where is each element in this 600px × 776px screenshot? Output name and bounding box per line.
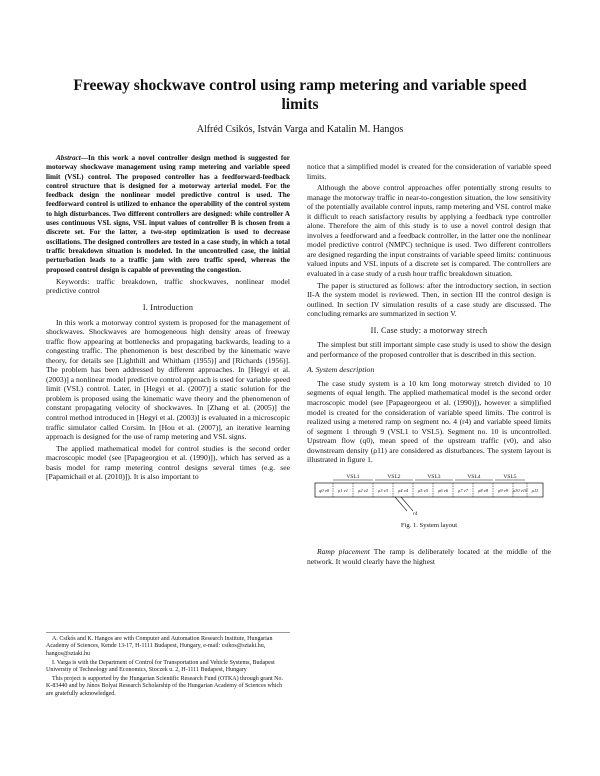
section-heading-introduction: I. Introduction — [142, 302, 194, 312]
subsection-heading-system-description: A. System description — [307, 365, 375, 375]
segment-label: q0 v0 — [318, 487, 330, 493]
left-column — [46, 154, 290, 484]
intro-paragraph-2: The applied mathematical model for control studies is the second order macroscopic model (see [Papageorgiou et al. (1990)]), which has served as a basis model for ramp metering control designs several times (e.g. see [Papamichail et al. (2010)]). It is also important to — [46, 443, 290, 482]
keywords: Keywords: traffic breakdown, traffic shockwaves, nonlinear model predictive control — [46, 276, 290, 296]
footnote-authors: A. Csikós and K. Hangos are with Computer and Automation Research Institute, Hungarian Academy of Sciences, Kende 13-17, H-1111 Budapest, Hungary, e-mail: csikos@sztaki.hu, hangos@sztaki.hu — [46, 636, 273, 657]
system-layout-diagram — [313, 471, 545, 517]
segment-label: ρ4 v4 — [398, 487, 408, 493]
right-paragraph-0: notice that a simplified model is created for the consideration of variable speed limits. — [307, 162, 551, 181]
abstract — [46, 154, 290, 275]
segment-label: ρ3 v3 — [378, 487, 388, 493]
footnote-funding: This project is supported by the Hungarian Scientific Research Fund (OTKA) through grant No. K-83440 and by János Bolyai Research Scholarship of the Hungarian Academy of Sciences which are gratefully acknowledged. — [46, 676, 283, 697]
segment-label: ρ10 v10 — [512, 487, 528, 493]
vsl-label: VSL5 — [503, 473, 517, 480]
figure-caption: Fig. 1. System layout — [400, 522, 458, 530]
segment-label: ρ8 v8 — [478, 487, 488, 493]
ramp-placement-paragraph — [307, 547, 551, 566]
abstract-lead: Abstract — [56, 154, 81, 162]
case-study-paragraph: The simplest but still important simple case study is used to show the design and performance of the proposed controller that is described in this section. — [307, 340, 551, 359]
right-paragraph-1: Although the above control approaches offer potentially strong results to manage the motorway traffic in near-to-congestion situation, the low sensitivity of the potentially available control inputs, ramp metering and VSL control make it difficult to reach satisfactory results by applying a feedback type controller alone. Therefore the aim of this study is to use a novel control design that involves a feedforward and a feedback controller, in the latter one the nonlinear model predictive control (NMPC) technique is used. Two different controllers are designed regarding the input constraints of variable speed limits: continuous valued inputs and VSL inputs of a discrete set is compared. The controllers are evaluated in a case study of a rush hour traffic breakdown situation. — [307, 183, 551, 279]
paper-authors: Alfréd Csikós, István Varga and Katalin M. Hangos — [196, 124, 404, 135]
abstract-text: —In this work a novel controller design method is suggested for motorway shockwave management using ramp metering and variable speed limit (VSL) control. The proposed controller has a feedforward-feedback control structure that is designed for a motorway arterial model. For the feedback design the nonlinear model predictive control is used. The feedforward control is utilized to enhance the operability of the control system to high disturbances. Two different controllers are designed: while controller A uses continuous VSL signs, VSL input values of controller B is chosen from a discrete set. For the latter, a two-step optimization is used to decrease oscillations. The designed controllers are tested in a case study, in which a total traffic breakdown situation is modeled. In the uncontrolled case, the initial perturbation leads to a traffic jam with zero traffic speed, whereas the proposed control design is capable of preventing the congestion. — [46, 154, 290, 274]
ramp-placement-lead: Ramp placement — [317, 546, 370, 556]
vsl-label: VSL4 — [467, 473, 481, 480]
right-column — [307, 162, 551, 568]
paper-title: Freeway shockwave control using ramp metering and variable speed limits — [73, 77, 527, 113]
segment-label: ρ5 v5 — [418, 487, 428, 493]
segment-label: ρ2 v2 — [358, 487, 368, 493]
intro-paragraph-1: In this work a motorway control system is proposed for the management of shockwaves. Shockwaves are homogeneous high density areas of freeway traffic flow appearing at bottlenecks and propagating backwards, leading to a congesting traffic. The phenomenon is best described by the kinematic wave theory, for details see [Lighthill and Whitham (1955)] and [Richards (1956)]. The problem has been addressed by different approaches. In [Hegyi et al. (2003)] a nonlinear model predictive control approach is used for variable speed limit (VSL) control. Later, in [Hegyi et al. (2007)] a static solution for the problem is proposed using the kinematic wave theory and the phenomenon of constant propagating velocity of shockwaves. In [Zhang et al. (2005)] the control method introduced in [Hegyi et al. (2003)] is evaluated in a microscopic traffic simulator called Corsim. In [Hou et al. (2007)], an iterative learning approach is designed for the use of ramp metering and VSL signs. — [46, 317, 290, 442]
segment-label: ρ1 v1 — [338, 487, 348, 493]
segment-label: ρ6 v6 — [438, 487, 448, 493]
vsl-label: VSL1 — [346, 473, 360, 480]
section-heading-case-study: II. Case study: a motorway strech — [370, 325, 488, 335]
segment-label: ρ11 — [531, 487, 539, 493]
footnotes — [46, 632, 290, 700]
segment-label: ρ7 v7 — [458, 487, 468, 493]
footnote-varga: I. Varga is with the Department of Control for Transportation and Vehicle Systems, Budapest University of Technology and Economics, Stoczek u. 2, H-1111 Budapest, Hungary — [46, 659, 275, 674]
right-paragraph-2: The paper is structured as follows: after the introductory section, in section II-A the system model is reviewed. Then, in section III the control design is outlined. In section IV simulation results of a case study are discussed. The concluding remarks are summarized in section V. — [307, 280, 551, 319]
segment-label: ρ9 v9 — [498, 487, 508, 493]
system-description-paragraph: The case study system is a 10 km long motorway stretch divided to 10 segments of equal length. The applied mathematical model is the second order macroscopic model (see [Papageorgeou et al. (1990)]), however a simplified model is created for the consideration of variable speed limits. The control is realized using a metered ramp on segment no. 4 (r4) and variable speed limits of segment 1 through 9 (VSL1 to VSL5). Segment no. 10 is uncontrolled. Upstream flow (q0), mean speed of the upstream traffic (v0), and also downstream density (ρ11) are considered as disturbances. The system layout is illustrated in figure 1. — [307, 378, 551, 465]
vsl-label: VSL3 — [427, 473, 441, 480]
vsl-label: VSL2 — [387, 473, 401, 480]
ramp-label: r4 — [413, 511, 418, 517]
system-layout-figure — [313, 471, 551, 520]
ramp-placement-text: The ramp is deliberately located at the middle of the network. It would clearly have the highest — [307, 546, 552, 566]
